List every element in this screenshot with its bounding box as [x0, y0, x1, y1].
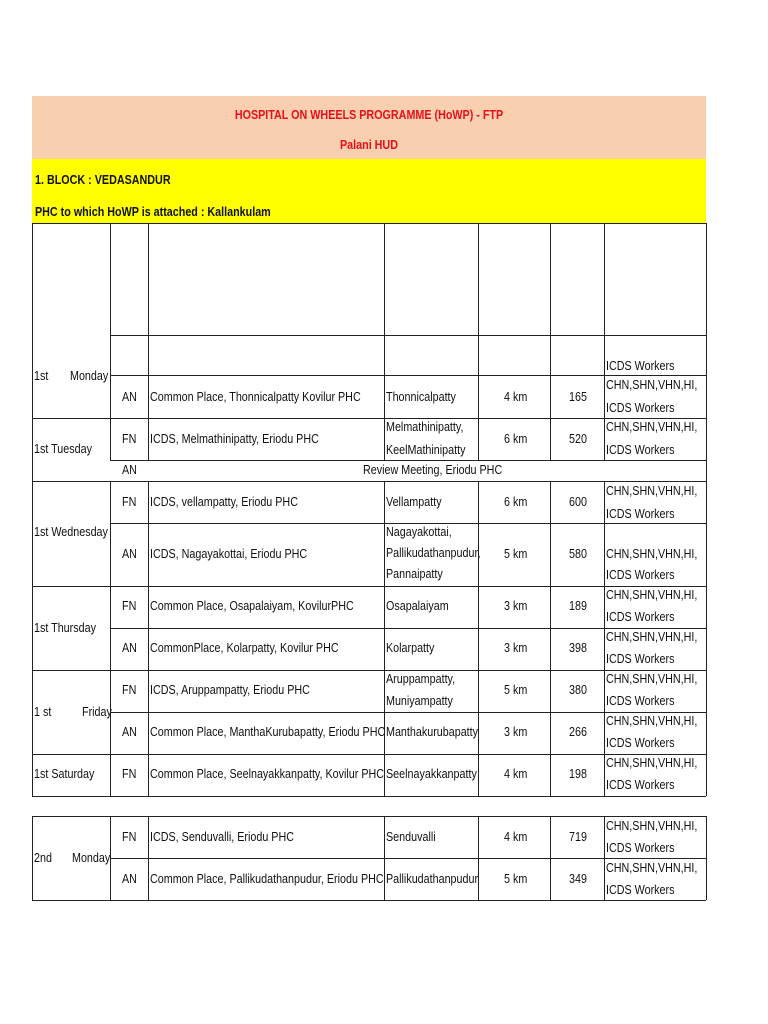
- venue-cell: ICDS, Senduvalli, Eriodu PHC: [150, 830, 294, 844]
- session-cell: FN: [122, 830, 137, 844]
- session-cell: FN: [122, 683, 137, 697]
- team-cell-line1: CHN,SHN,VHN,HI,: [606, 756, 698, 770]
- population-cell: 266: [569, 725, 587, 739]
- day-label: 1st Tuesday: [34, 442, 92, 456]
- team-cell-line1: CHN,SHN,VHN,HI,: [606, 484, 698, 498]
- village-cell-line2: Pallikudathanpudur,: [386, 546, 481, 560]
- village-cell: Vellampatty: [386, 495, 442, 509]
- distance-cell: 4 km: [504, 767, 528, 781]
- venue-cell: ICDS, vellampatty, Eriodu PHC: [150, 495, 298, 509]
- hud-title: Palani HUD: [340, 138, 398, 152]
- session-cell: AN: [122, 547, 137, 561]
- block-label: 1. BLOCK : VEDASANDUR: [35, 173, 171, 187]
- team-cell-line2: ICDS Workers: [606, 883, 675, 897]
- population-cell: 520: [569, 432, 587, 446]
- village-cell: Osapalaiyam: [386, 599, 449, 613]
- village-cell: Kolarpatty: [386, 641, 435, 655]
- team-cell-line2: ICDS Workers: [606, 778, 675, 792]
- team-cell-line1: CHN,SHN,VHN,HI,: [606, 672, 698, 686]
- day-label-weekday: Monday: [72, 851, 111, 865]
- team-cell-line1: CHN,SHN,VHN,HI,: [606, 547, 698, 561]
- team-cell-line1: CHN,SHN,VHN,HI,: [606, 588, 698, 602]
- team-cell-line1: CHN,SHN,VHN,HI,: [606, 714, 698, 728]
- phc-attached-label: PHC to which HoWP is attached : Kallankulam: [35, 205, 271, 219]
- distance-cell: 4 km: [504, 830, 528, 844]
- team-cell-line2: ICDS Workers: [606, 736, 675, 750]
- day-label: 1st Wednesday: [34, 525, 108, 539]
- venue-cell: ICDS, Melmathinipatty, Eriodu PHC: [150, 432, 319, 446]
- population-cell: 600: [569, 495, 587, 509]
- session-cell: FN: [122, 432, 137, 446]
- population-cell: 189: [569, 599, 587, 613]
- village-cell: Pallikudathanpudur: [386, 872, 479, 886]
- village-cell-line2: Muniyampatty: [386, 694, 453, 708]
- programme-title: HOSPITAL ON WHEELS PROGRAMME (HoWP) - FTP: [234, 108, 504, 122]
- team-cell-line2: ICDS Workers: [606, 694, 675, 708]
- title-band: [32, 96, 706, 159]
- population-cell: 719: [569, 830, 587, 844]
- distance-cell: 5 km: [504, 872, 528, 886]
- village-cell-line1: Aruppampatty,: [386, 672, 456, 686]
- team-cell-line2: ICDS Workers: [606, 507, 675, 521]
- team-cell-line2: ICDS Workers: [606, 841, 675, 855]
- venue-cell: Common Place, ManthaKurubapatty, Eriodu PHC: [150, 725, 386, 739]
- village-cell: Thonnicalpatty: [386, 390, 456, 404]
- team-cell-line1: CHN,SHN,VHN,HI,: [606, 819, 698, 833]
- village-cell: Manthakurubapatty: [386, 725, 479, 739]
- team-cell-line2: ICDS Workers: [606, 401, 675, 415]
- distance-cell: 6 km: [504, 495, 528, 509]
- day-label: 2nd: [34, 851, 52, 865]
- session-cell: FN: [122, 599, 137, 613]
- venue-cell: Common Place, Thonnicalpatty Kovilur PHC: [150, 390, 361, 404]
- day-label-weekday: Monday: [70, 369, 109, 383]
- day-label: 1st: [34, 369, 49, 383]
- review-meeting-note: Review Meeting, Eriodu PHC: [363, 463, 503, 477]
- session-cell: AN: [122, 641, 137, 655]
- venue-cell: Common Place, Osapalaiyam, KovilurPHC: [150, 599, 354, 613]
- village-cell-line2: KeelMathinipatty: [386, 443, 466, 457]
- distance-cell: 3 km: [504, 599, 528, 613]
- distance-cell: 5 km: [504, 547, 528, 561]
- team-cell-line1: CHN,SHN,VHN,HI,: [606, 420, 698, 434]
- venue-cell: Common Place, Pallikudathanpudur, Eriodu PHC: [150, 872, 384, 886]
- distance-cell: 5 km: [504, 683, 528, 697]
- distance-cell: 4 km: [504, 390, 528, 404]
- venue-cell: ICDS, Nagayakottai, Eriodu PHC: [150, 547, 308, 561]
- village-cell: Seelnayakkanpatty: [386, 767, 477, 781]
- day-label-weekday: Friday: [82, 705, 112, 719]
- population-cell: 398: [569, 641, 587, 655]
- session-cell: AN: [122, 725, 137, 739]
- distance-cell: 3 km: [504, 641, 528, 655]
- team-cell-line2: ICDS Workers: [606, 652, 675, 666]
- population-cell: 165: [569, 390, 587, 404]
- team-cell-line2: ICDS Workers: [606, 610, 675, 624]
- day-label: 1st Saturday: [34, 767, 95, 781]
- village-cell-line1: Nagayakottai,: [386, 525, 452, 539]
- population-cell: 349: [569, 872, 587, 886]
- team-cell-line2: ICDS Workers: [606, 443, 675, 457]
- session-cell: AN: [122, 463, 137, 477]
- team-cell-line2: ICDS Workers: [606, 568, 675, 582]
- team-cell-line1: CHN,SHN,VHN,HI,: [606, 378, 698, 392]
- day-label: 1 st: [34, 705, 52, 719]
- distance-cell: 6 km: [504, 432, 528, 446]
- village-cell-line1: Melmathinipatty,: [386, 420, 464, 434]
- session-cell: FN: [122, 495, 137, 509]
- venue-cell: CommonPlace, Kolarpatty, Kovilur PHC: [150, 641, 339, 655]
- session-cell: AN: [122, 872, 137, 886]
- distance-cell: 3 km: [504, 725, 528, 739]
- village-cell: Senduvalli: [386, 830, 436, 844]
- team-cell: ICDS Workers: [606, 359, 675, 373]
- venue-cell: ICDS, Aruppampatty, Eriodu PHC: [150, 683, 310, 697]
- village-cell-line3: Pannaipatty: [386, 567, 443, 581]
- session-cell: AN: [122, 390, 137, 404]
- team-cell-line1: CHN,SHN,VHN,HI,: [606, 861, 698, 875]
- population-cell: 580: [569, 547, 587, 561]
- venue-cell: Common Place, Seelnayakkanpatty, Kovilur PHC: [150, 767, 385, 781]
- session-cell: FN: [122, 767, 137, 781]
- population-cell: 198: [569, 767, 587, 781]
- population-cell: 380: [569, 683, 587, 697]
- day-label: 1st Thursday: [34, 621, 96, 635]
- block-band: [32, 159, 706, 223]
- team-cell-line1: CHN,SHN,VHN,HI,: [606, 630, 698, 644]
